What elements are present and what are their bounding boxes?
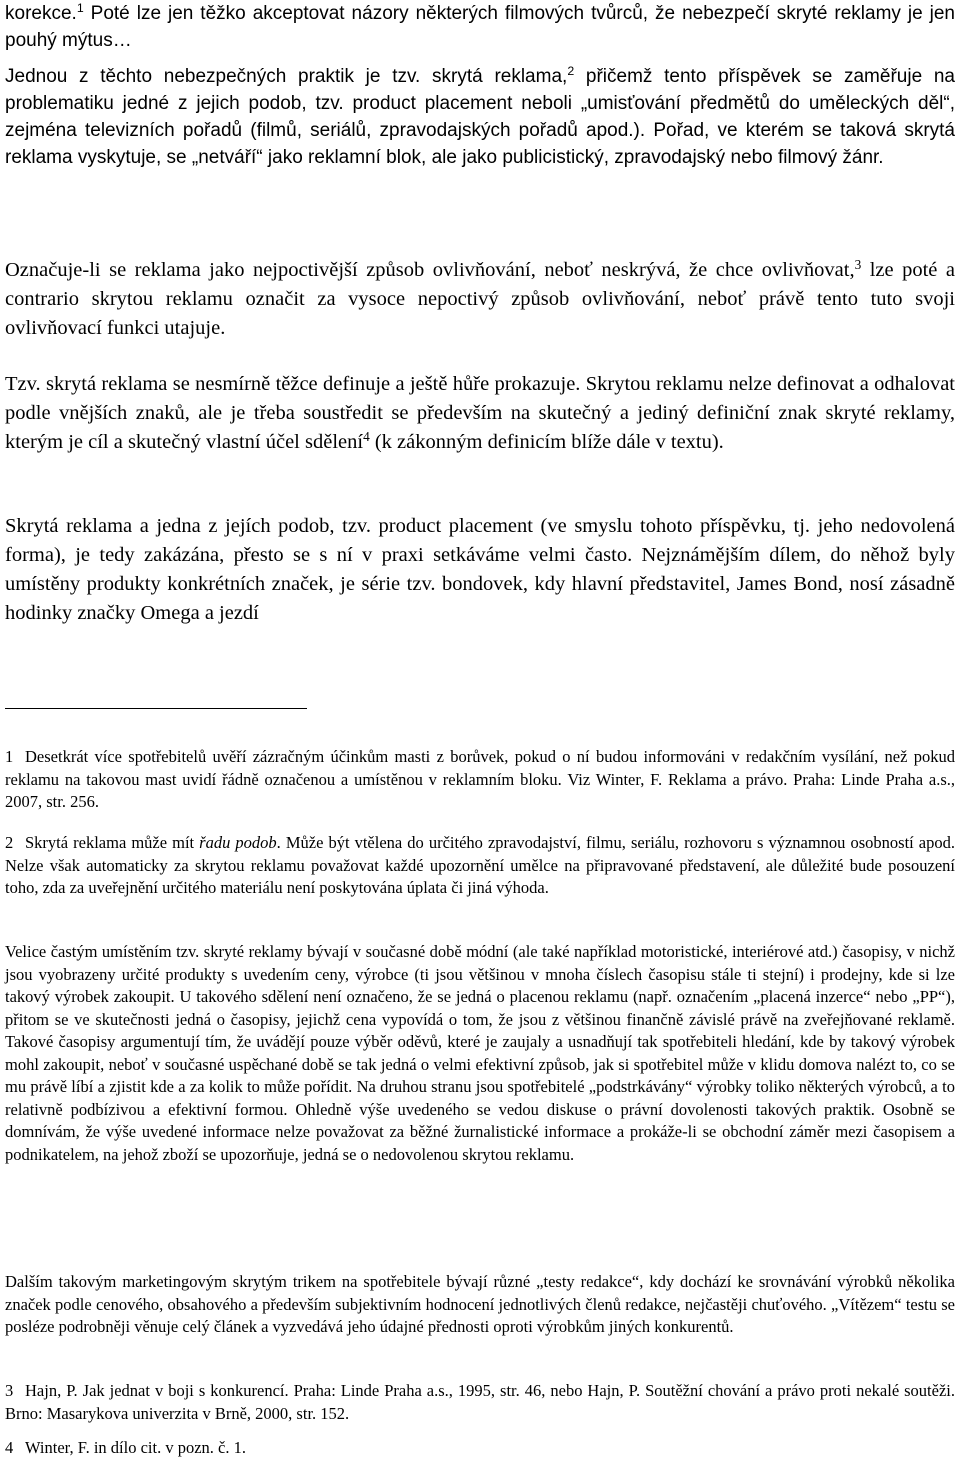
footnote-2: 2 Skrytá reklama může mít řadu podob. Může být vtělena do určitého zpravodajství, filmu, seriálu, rozhovoru s významnou osobností apod. Nelze však automaticky za skrytou reklamu považovat každé upozornění umělce na připravované představení, ale důležité bude posouzení toho, zda za uveřejnění určitého materiálu není poskytována úplata či jiná výhoda. [5,833,955,897]
footnote-4: 4 Winter, F. in dílo cit. v pozn. č. 1. [5,1437,955,1460]
body-paragraph-3: Tzv. skrytá reklama se nesmírně těžce definuje a ještě hůře prokazuje. Skrytou reklamu nelze definovat a odhalovat podle vnějších znaků, ale je třeba soustředit se především na skutečný a jediný definiční znak skryté reklamy, kterým je cíl a skutečný vlastní účel sdělení$^4$ (k zákonným definicím blíže dále v textu). [5,373,955,453]
footnote-ref-3: 3 [854,256,862,272]
footnote-ref-4: 4 [363,428,370,444]
footnote-2-continued: Velice častým umístěním tzv. skryté reklamy bývají v současné době módní (ale také například motoristické, interiérové atd.) časopisy, v nichž jsou vyobrazeny určité produkty s uvedením ceny, výrobce (ti jsou většinou v mnoha číslech časopisu stále ti stejní) i prodejny, kde si lze takový výrobek zakoupit. U takového sdělení není označeno, že se jedná o placenou reklamu (např. označením „placená inzerce“ nebo „PP“), přitom se ve skutečnosti jedná o časopisy, jejichž cena vypovídá o tom, že jsou z většinou finančně závislé právě na zveřejňované reklamě. Takové časopisy argumentují tím, že uvádějí pouze výběr oděvů, které je zaujaly a usnadňují tak spotřebiteli hledání, kde by takový výrobek mohl zakoupit, neboť v současné uspěchané době se tak jedná o velmi efektivní způsob, jak si spotřebitel může v klidu domova nalézt to, co se mu právě líbí a zjistit kde a za kolik to může pořídit. Na druhou stranu jsou spotřebitelé „podstrkávány“ výrobky toliko některých výrobců, a to relativně podbízivou a efektivní formou. Ohledně výše uvedeného se vedou diskuse o právní dovolenosti takových praktik. Osobně se domnívám, že výše uvedené informace nelze považovat za běžné žurnalistické informace a prokáže-li se obchodní záměr mezi časopisem a podnikatelem, na jehož zboží se upozorňuje, jedná se o nedovolenou skrytou reklamu. [5,942,955,1164]
footnote-number: 1 [5,747,14,766]
body-paragraph-4: Skrytá reklama a jedna z jejích podob, tzv. product placement (ve smyslu tohoto příspěvku, tj. jeho nedovolená forma), je tedy zakázána, přesto se s ní v praxi setkáváme velmi často. Nejznámějším dílem, do něhož byly umístěny produkty konkrétních značek, je série tzv. bondovek, kdy hlavní představitel, James Bond, nosí zásadně hodinky značky Omega a jezdí [5,515,955,624]
footnote-number: 4 [5,1438,14,1457]
footnote-ref-1: 1 [76,1,84,16]
footnote-number: 3 [5,1381,14,1400]
footnote-2-continued-2: Dalším takovým marketingovým skrytým trikem na spotřebitele bývají různé „testy redakce“, kdy dochází ke srovnávání výrobků několika značek podle cenového, obsahového a především subjektivním hodnocení jednotlivých členů redakce, nejčastěji chuťového. „Vítězem“ testu se posléze podrobněji věnuje celý článek a vyzvedává jeho údajné přednosti oproti výrobkům jiných konkurentů. [5,1272,955,1336]
body-paragraph-2: Označuje-li se reklama jako nejpoctivější způsob ovlivňování, neboť neskrývá, že chce ovlivňovat,$^3$ lze poté a contrario skrytou reklamu označit za vysoce nepoctivý způsob ovlivňování, neboť právě tento tuto svoji ovlivňovací funkci utajuje. [5,256,955,339]
footnote-1: 1 Desetkrát více spotřebitelů uvěří zázračným účinkům masti z borůvek, pokud o ní budou informováni v redakčním vysílání, než pokud reklamu na takovou mast uvidí řádně označenou a umístěnou v reklamním bloku. Viz Winter, F. Reklama a právo. Praha: Linde Praha a.s., 2007, str. 256. [5,747,955,811]
footnote-ref-2: 2 [567,64,575,79]
footnote-3: 3 Hajn, P. Jak jednat v boji s konkurencí. Praha: Linde Praha a.s., 1995, str. 46, nebo Hajn, P. Soutěžní chování a právo proti nekalé soutěži. Brno: Masarykova univerzita v Brně, 2000, str. 152. [5,1381,955,1423]
footnote-number: 2 [5,833,14,852]
footnote-separator [5,708,307,709]
body-paragraph-0: korekce.$^1$ Poté lze jen těžko akceptovat názory některých filmových tvůrců, že nebezpečí skryté reklamy je jen pouhý mýtus… [5,1,955,51]
body-paragraph-1: Jednou z těchto nebezpečných praktik je tzv. skrytá reklama,$^2$ přičemž tento příspěvek se zaměřuje na problematiku jedné z jejich podob, tzv. product placement neboli „umisťování předmětů do uměleckých děl“, zejména televizních pořadů (filmů, seriálů, zpravodajských pořadů apod.). Pořad, ve kterém se taková skrytá reklama vyskytuje, se „netváří“ jako reklamní blok, ale jako publicistický, zpravodajský nebo filmový žánr. [5,64,955,168]
